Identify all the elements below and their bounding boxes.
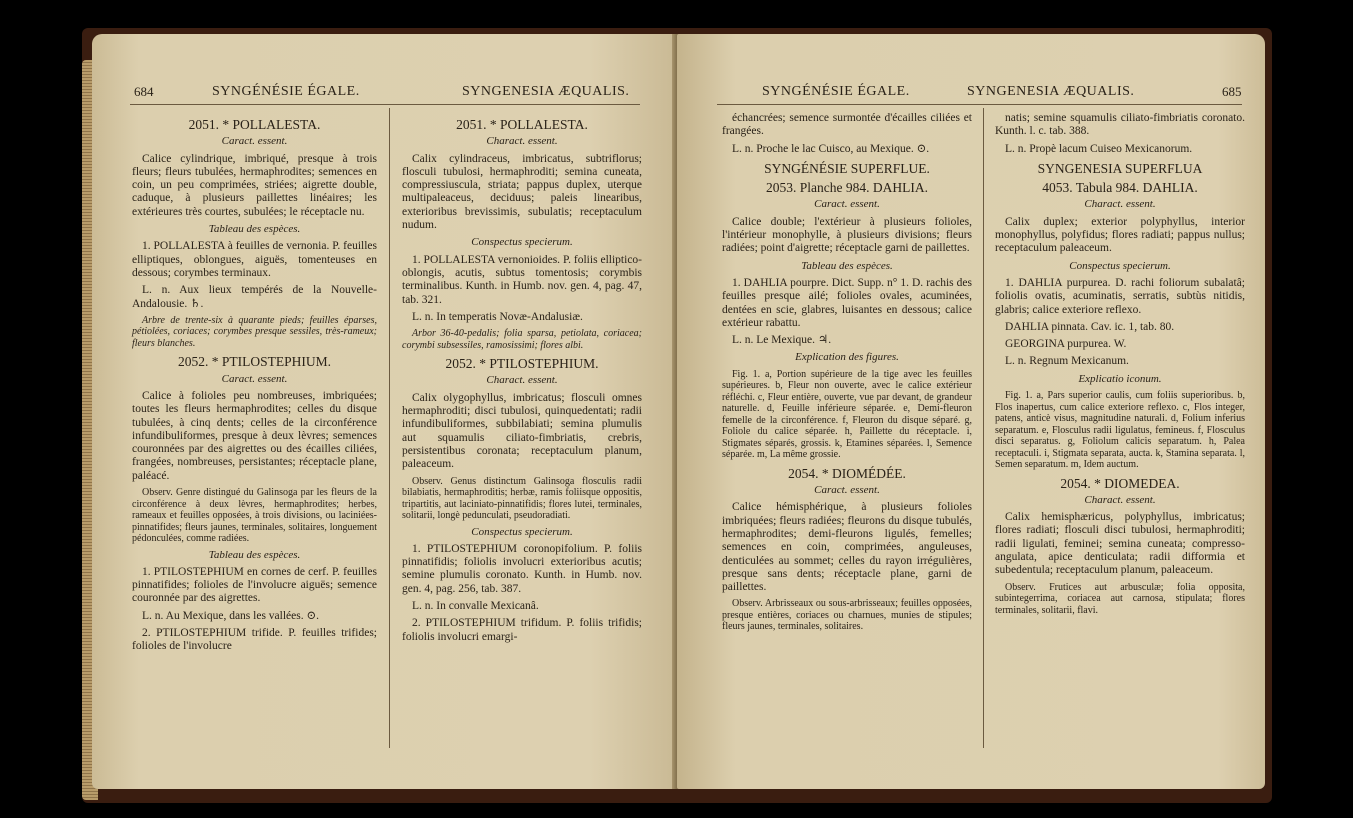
header-fr: SYNGÉNÉSIE ÉGALE. [212, 84, 360, 99]
synonym: GEORGINA purpurea. W. [1005, 338, 1127, 351]
order-heading: SYNGENESIA SUPERFLUA [1037, 160, 1203, 176]
genus-description: Calix hemisphæricus, polyphyllus, imbricatus; flores radiati; flosculi disci tubulosi, hermaphroditi; radii ligulati, feminei; semina cuneata; compresso-angulata, apice denticulata; radii difformia et subedentula; receptaculum planum, paleaceum. [995, 511, 1245, 577]
species-entry: 1. PTILOSTEPHIUM coronopifolium. P. foliis pinnatifidis; foliolis involucri exterioribus acutis; semine plumulis coronato. Kunth. in Humb. nov. gen. 4, pag. 256, tab. 387. [402, 542, 642, 595]
genus-heading: 2054. * DIOMEDEA. [1060, 475, 1180, 491]
species-observation: Arbre de trente-six à quarante pieds; feuilles éparses, pétiolées, coriaces; corymbes presque sessiles, très-rameux; fleurs blanches. [132, 314, 377, 349]
caract-label: Caract. essent. [221, 372, 288, 385]
genus-heading: 2052. * PTILOSTEPHIUM. [177, 354, 331, 370]
header-rule [130, 104, 640, 105]
page-number: 685 [1222, 84, 1242, 99]
header-fr: SYNGÉNÉSIE ÉGALE. [762, 84, 910, 99]
explication-label: Explication des figures. [795, 351, 899, 364]
explicatio-label: Explicatio iconum. [1078, 372, 1162, 385]
continued-text: natis; semine squamulis ciliato-fimbriatis coronato. Kunth. l. c. tab. 388. [995, 112, 1245, 138]
species-entry: 1. POLLALESTA à feuilles de vernonia. P. feuilles elliptiques, oblongues, aiguës, tomenteuses en dessous; corymbes terminaux. [132, 240, 377, 279]
genus-observation: Observ. Arbrisseaux ou sous-arbrisseaux; feuilles opposées, presque entières, coriaces ou charnues, munies de stipules; fleurs jaunes, terminales, solitaires. [722, 598, 972, 633]
species-locality: L. n. Le Mexique. ♃. [732, 334, 832, 347]
page-number: 684 [134, 84, 154, 99]
species-entry: 1. DAHLIA purpurea. D. rachi foliorum subalatâ; foliolis ovatis, acuminatis, serratis, subtùs nitidis, glabris; calice exteriore reflexo. [995, 276, 1245, 316]
genus-description: Calix olygophyllus, imbricatus; flosculi omnes hermaphroditi; disci tubulosi, quinquedentati; radii infundibuliformes, subbilabiati; semina plumulis aut squamulis ciliato-fimbriatis, crebris, persistentibus coronata; receptaculum planum, paleaceum. [402, 391, 642, 471]
right-page [677, 34, 1265, 789]
species-locality: L. n. In temperatis Novæ-Andalusiæ. [412, 310, 583, 323]
tableau-label: Tableau des espèces. [208, 548, 301, 561]
genus-observation: Observ. Genus distinctum Galinsoga flosculis radii bilabiatis, hermaphroditis; herbæ, ramis foliisque oppositis, tripartitis, aut laciniato-pinnatifidis; flores lutei, terminales, solitarii, longè pedunculati, pseudoradiati. [402, 475, 642, 522]
species-locality: L. n. Regnum Mexicanum. [1005, 355, 1129, 368]
latin-column [402, 112, 642, 648]
species-locality: L. n. Aux lieux tempérés de la Nouvelle-Andalousie. ♄. [132, 284, 377, 310]
caract-label: Caract. essent. [814, 484, 880, 497]
genus-observation: Observ. Frutices aut arbusculæ; folia opposita, subintegerrima, coriacea aut carnosa, stipulata; flores terminales, solitarii, flavi. [995, 581, 1245, 616]
column-divider [983, 108, 984, 748]
species-locality: L. n. Propè lacum Cuiseo Mexicanorum. [1005, 142, 1193, 155]
caract-label: Caract. essent. [814, 198, 880, 211]
tableau-label: Tableau des espèces. [801, 259, 893, 272]
caract-label: Charact. essent. [486, 374, 558, 387]
french-column [722, 112, 972, 637]
header-la: SYNGENESIA ÆQUALIS. [462, 84, 630, 99]
genus-description: Calice cylindrique, imbriqué, presque à trois fleurs; fleurs tubulées, hermaphrodites; semences en coin, un peu comprimées, striées; aigrette double, caduque, à plusieurs paillettes linéaires; les extérieures très courtes, subulées; le réceptacle nu. [132, 152, 377, 218]
french-column [132, 112, 377, 658]
header-rule [717, 104, 1242, 105]
species-entry: 1. DAHLIA pourpre. Dict. Supp. n° 1. D. rachis des feuilles presque ailé; folioles ovales, acuminées, dentées en scie, glabres, luisantes en dessous; calice extérieur rabattu. [722, 276, 972, 329]
latin-column [995, 112, 1245, 620]
header-la: SYNGENESIA ÆQUALIS. [967, 84, 1135, 99]
genus-description: Calice double; l'extérieur à plusieurs folioles, l'intérieur monophylle, à plusieurs divisions; fleurs radiées; point d'aigrette; réceptacle garni de paillettes. [722, 215, 972, 255]
species-locality: L. n. Au Mexique, dans les vallées. ⊙. [142, 609, 319, 622]
genus-heading: 2052. * PTILOSTEPHIUM. [445, 356, 599, 372]
caract-label: Charact. essent. [486, 135, 558, 148]
conspectus-label: Conspectus specierum. [1069, 259, 1171, 272]
conspectus-label: Conspectus specierum. [471, 236, 573, 249]
tableau-label: Tableau des espèces. [208, 223, 301, 236]
genus-heading: 4053. Tabula 984. DAHLIA. [1042, 180, 1198, 196]
species-entry: 2. PTILOSTEPHIUM trifide. P. feuilles trifides; folioles de l'involucre [132, 627, 377, 653]
genus-description: Calice à folioles peu nombreuses, imbriquées; toutes les fleurs hermaphrodites; celles du disque tubulées, à cinq dents; celles de la circonférence infundibuliformes, presque à deux lèvres; semences couronnées par des aigrettes ou des écailles ciliées, frangées, nombreuses, persistantes; réceptacle plane, paléacé. [132, 389, 377, 482]
species-entry: 1. PTILOSTEPHIUM en cornes de cerf. P. feuilles pinnatifides; folioles de l'involucre aiguës; semence couronnée par des aigrettes. [132, 565, 377, 605]
genus-heading: 2054. * DIOMÉDÉE. [788, 465, 906, 481]
column-divider [389, 108, 390, 748]
caract-label: Charact. essent. [1084, 198, 1156, 211]
left-page [92, 34, 677, 789]
genus-observation: Observ. Genre distingué du Galinsoga par les fleurs de la circonférence à deux lèvres, hermaphrodites; herbes, rameaux et feuilles opposées, à trois divisions, ou laciniées-pinnatifides; fleurs jaunes, terminales, solitaires, longuement pédonculées, comme radiées. [132, 487, 377, 545]
continued-text: échancrées; semence surmontée d'écailles ciliées et frangées. [722, 112, 972, 138]
species-entry: 2. PTILOSTEPHIUM trifidum. P. foliis trifidis; foliolis involucri emargi- [402, 617, 642, 643]
species-entry: 1. POLLALESTA vernonioides. P. foliis elliptico-oblongis, acutis, subtus tomentosis; corymbis terminalibus. Kunth. in Humb. nov. gen. 4, pag. 47, tab. 321. [402, 253, 642, 306]
species-observation: Arbor 36-40-pedalis; folia sparsa, petiolata, coriacea; corymbi subsessiles, ramosissimi; flores albi. [402, 328, 642, 351]
genus-description: Calix cylindraceus, imbricatus, subtriflorus; flosculi tubulosi, hermaphroditi; semina cuneata, compressiuscula, striata; pappus duplex, uterque multipaleaceus, deciduus; paleis linearibus, exterioribus brevissimis, subulatis; receptaculum nudum. [402, 152, 642, 232]
genus-description: Calix duplex; exterior polyphyllus, interior monophyllus, polyfidus; flores radiati; pappus nullus; receptaculum paleaceum. [995, 215, 1245, 255]
conspectus-label: Conspectus specierum. [471, 525, 573, 538]
genus-heading: 2051. * POLLALESTA. [456, 117, 588, 132]
caract-label: Caract. essent. [221, 135, 288, 148]
order-heading: SYNGÉNÉSIE SUPERFLUE. [764, 160, 930, 176]
genus-heading: 2053. Planche 984. DAHLIA. [766, 180, 928, 196]
figure-legend: Fig. 1. a, Portion supérieure de la tige avec les feuilles supérieures. b, Fleur non ouverte, avec le calice extérieur réfléchi. c, Fleur entière, ouverte, vue par devant, de grandeur naturelle. d, Feuille inférieure séparée. e, Demi-fleuron femelle de la circonférence. f, Fleuron du disque séparé. g, Foliole du calice séparée. h, Paillette du réceptacle. i, Stigmates séparés, grossis. k, Etamines séparées. l, Semence séparée. m, La même grossie. [722, 368, 972, 461]
caract-label: Charact. essent. [1084, 493, 1156, 506]
figure-legend: Fig. 1. a, Pars superior caulis, cum foliis superioribus. b, Flos inapertus, cum calice exteriore reflexo. c, Flos integer, patens, anticè visus, magnitudine naturali. d, Folium inferius separatum. e, Flosculus radii ligulatus, femineus. f, Flosculus disci separatus. g, Foliolum calicis separatum. h, Palea receptaculi. i, Stigmata separata, aucta. k, Stamina separata. l, Semen separatum. m, Idem auctum. [995, 390, 1245, 471]
genus-heading: 2051. * POLLALESTA. [188, 117, 321, 132]
genus-description: Calice hémisphérique, à plusieurs folioles imbriquées; fleurs radiées; fleurons du disque tubulés, hermaphrodites; demi-fleurons ligulés, femelles; semences en coin, comprimées, anguleuses, denticulées au sommet; celles du rayon irrégulières, presque sans dents; réceptacle plane, garni de paillettes. [722, 501, 972, 594]
species-locality: L. n. Proche le lac Cuisco, au Mexique. ⊙. [732, 142, 930, 155]
synonym: DAHLIA pinnata. Cav. ic. 1, tab. 80. [1005, 320, 1175, 333]
species-locality: L. n. In convalle Mexicanâ. [412, 600, 539, 613]
